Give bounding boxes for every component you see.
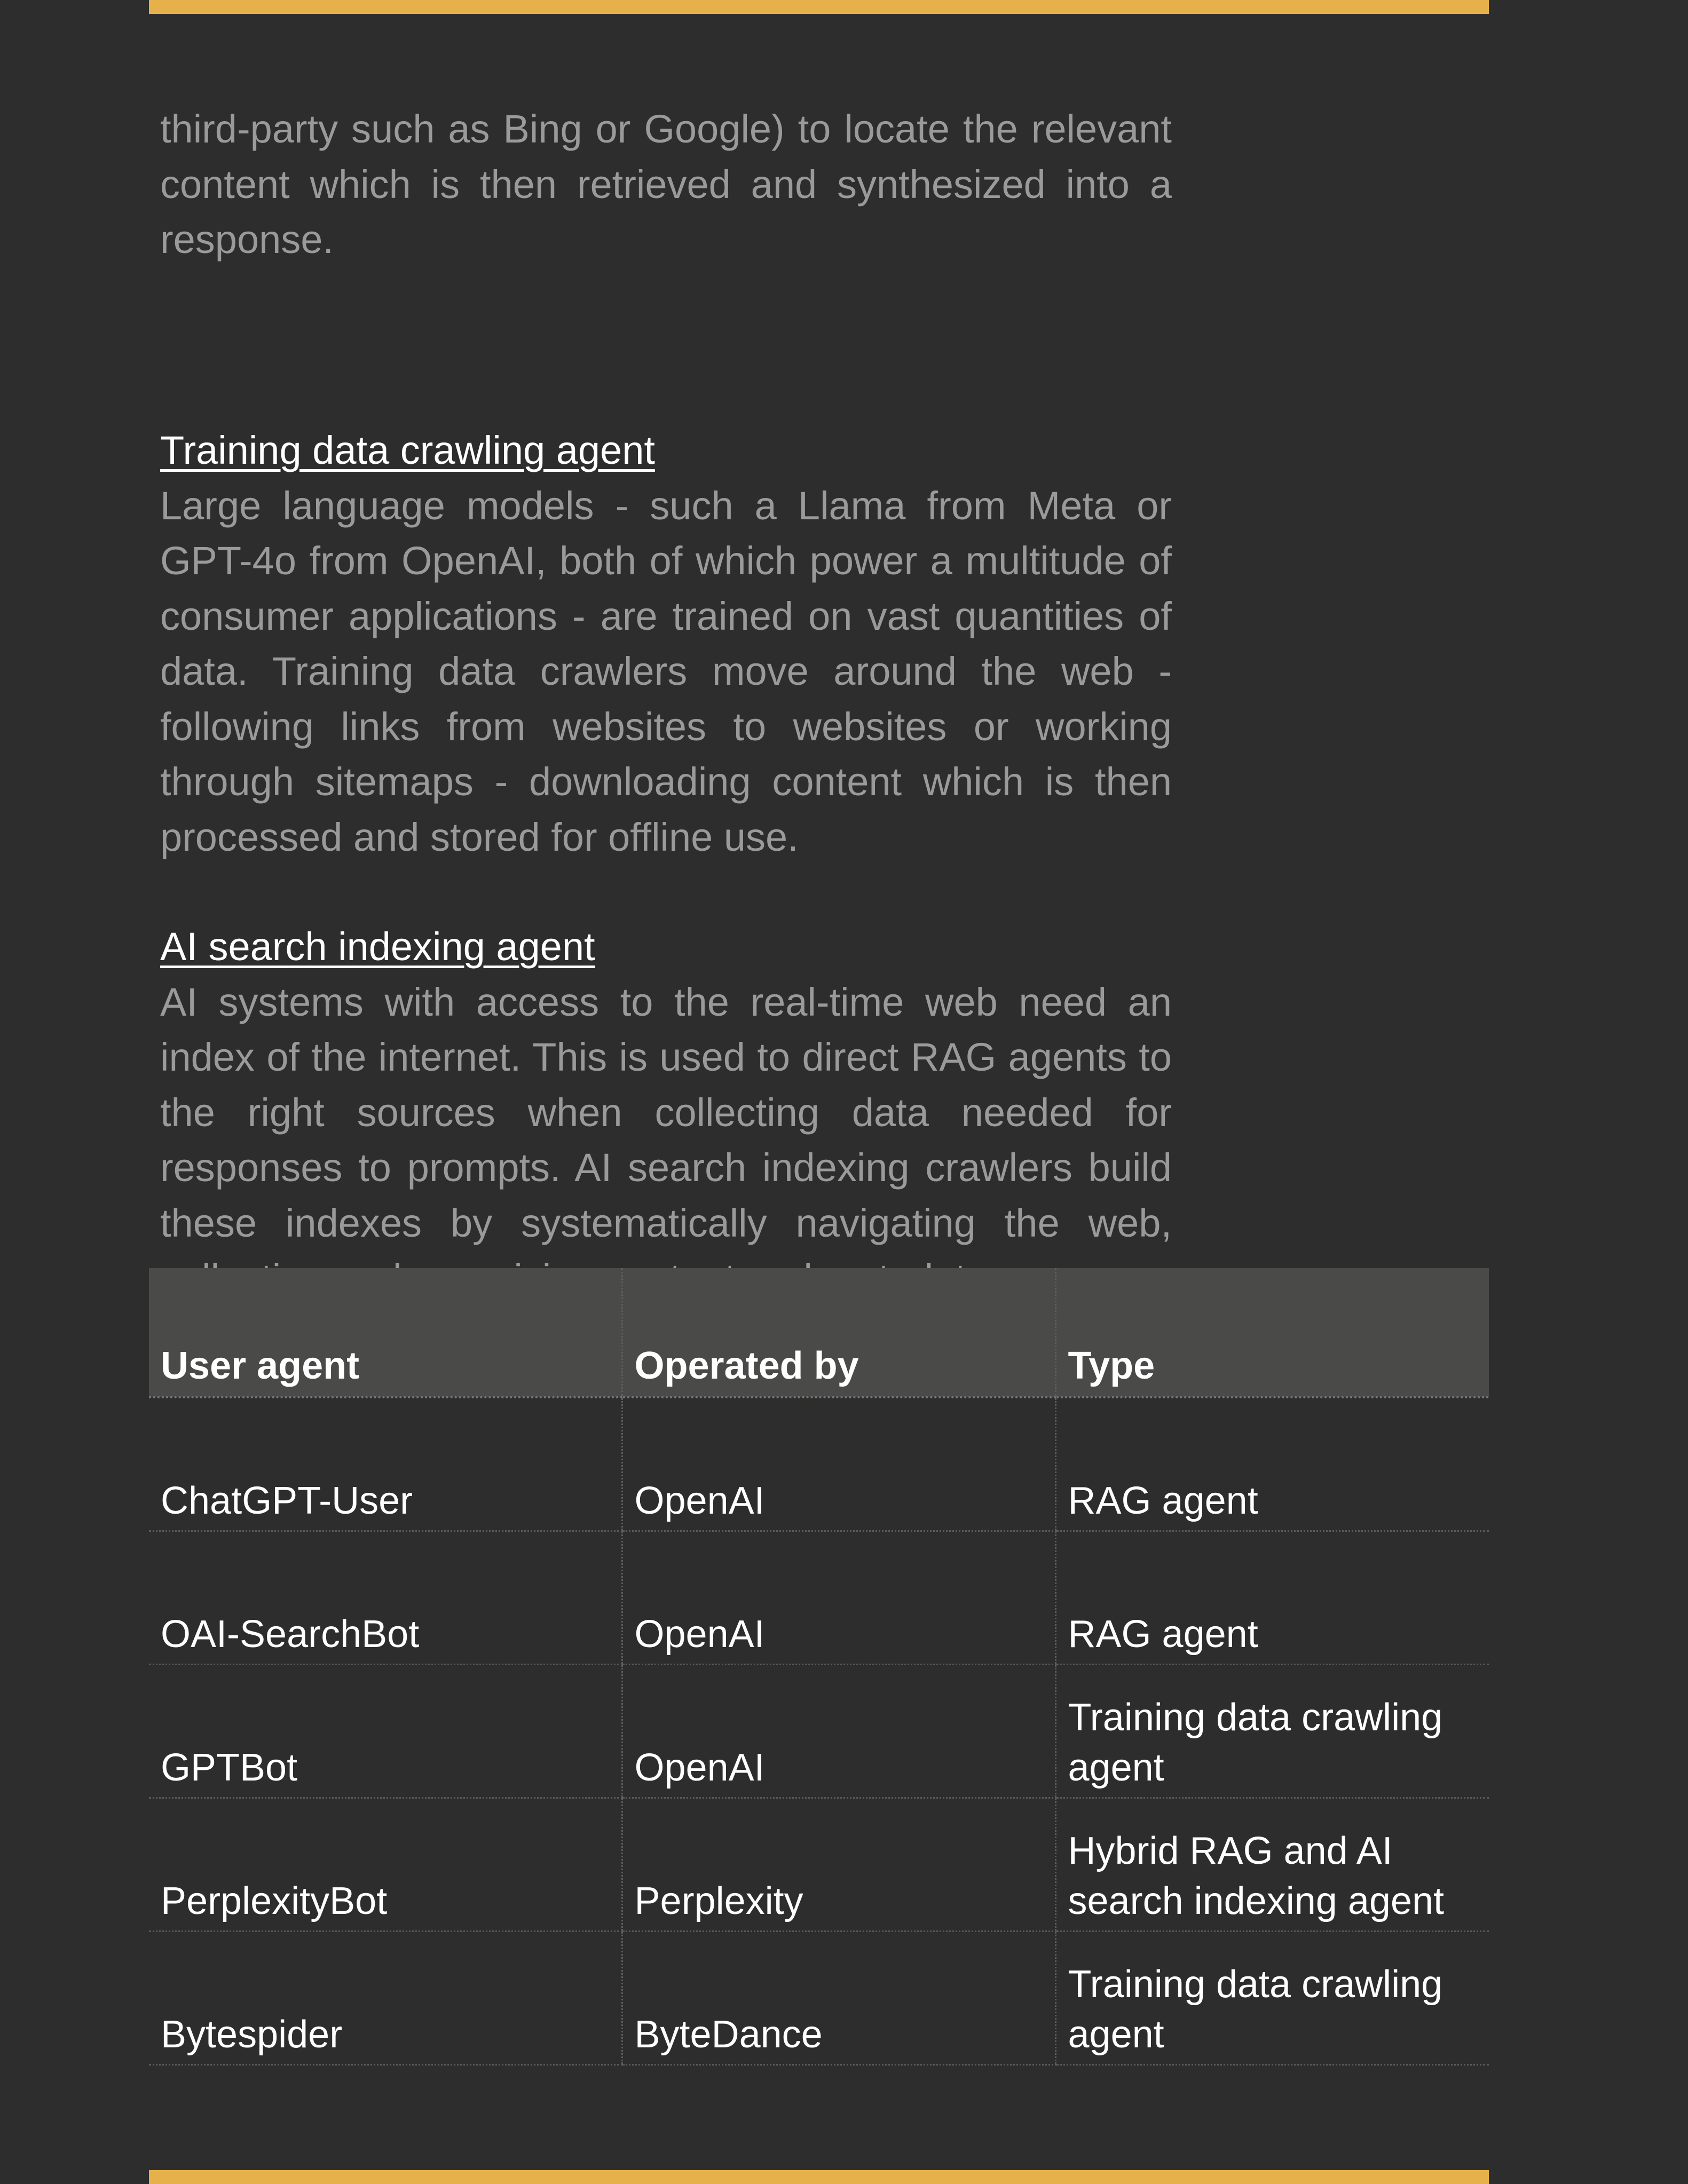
- cell-operator: OpenAI: [622, 1531, 1055, 1664]
- training-section: [160, 423, 1172, 865]
- indexing-section: [160, 919, 1172, 1306]
- bottom-accent-bar: [149, 2170, 1489, 2184]
- table-row: [149, 1397, 1489, 1531]
- user-agent-table: [149, 1268, 1489, 2066]
- intro-paragraph: third-party such as Bing or Google) to locate the relevant content which is then retrieved and synthesized into a response.: [160, 107, 1172, 262]
- cell-operator: Perplexity: [622, 1798, 1055, 1931]
- table-header-row: [149, 1268, 1489, 1397]
- header-operated-by: Operated by: [622, 1268, 1055, 1397]
- cell-type: RAG agent: [1055, 1397, 1489, 1531]
- indexing-heading: AI search indexing agent: [160, 924, 595, 969]
- table-row: [149, 1531, 1489, 1664]
- cell-operator: ByteDance: [622, 1931, 1055, 2064]
- cell-user-agent: GPTBot: [149, 1664, 622, 1798]
- cell-type: Hybrid RAG and AI search indexing agent: [1055, 1798, 1489, 1931]
- cell-user-agent: OAI-SearchBot: [149, 1531, 622, 1664]
- cell-operator: OpenAI: [622, 1397, 1055, 1531]
- indexing-paragraph: AI systems with access to the real-time web need an index of the internet. This is used to direct RAG agents to the right sources when collecting data needed for responses to prompts. AI search indexing crawlers build these indexes by systematically navigating the web,: [160, 979, 1172, 1245]
- table-row: [149, 1931, 1489, 2064]
- cell-type: Training data crawling agent: [1055, 1931, 1489, 2064]
- table-row: [149, 1798, 1489, 1931]
- training-paragraph: Large language models - such a Llama from Meta or GPT-4o from OpenAI, both of which power a multitude of consumer applications - are trained on vast quantities of data. Training data crawlers move around the web - following links from websites to websites or working through sitemaps - downloading content which is then processed and stored for offline use.: [160, 483, 1172, 859]
- header-type: Type: [1055, 1268, 1489, 1397]
- table-row: [149, 1664, 1489, 1798]
- header-user-agent: User agent: [149, 1268, 622, 1397]
- cell-type: RAG agent: [1055, 1531, 1489, 1664]
- cell-type: Training data crawling agent: [1055, 1664, 1489, 1798]
- intro-section: [160, 101, 1172, 267]
- cell-user-agent: Bytespider: [149, 1931, 622, 2064]
- training-heading: Training data crawling agent: [160, 428, 655, 472]
- cell-user-agent: PerplexityBot: [149, 1798, 622, 1931]
- cell-user-agent: ChatGPT-User: [149, 1397, 622, 1531]
- top-accent-bar: [149, 0, 1489, 14]
- cell-operator: OpenAI: [622, 1664, 1055, 1798]
